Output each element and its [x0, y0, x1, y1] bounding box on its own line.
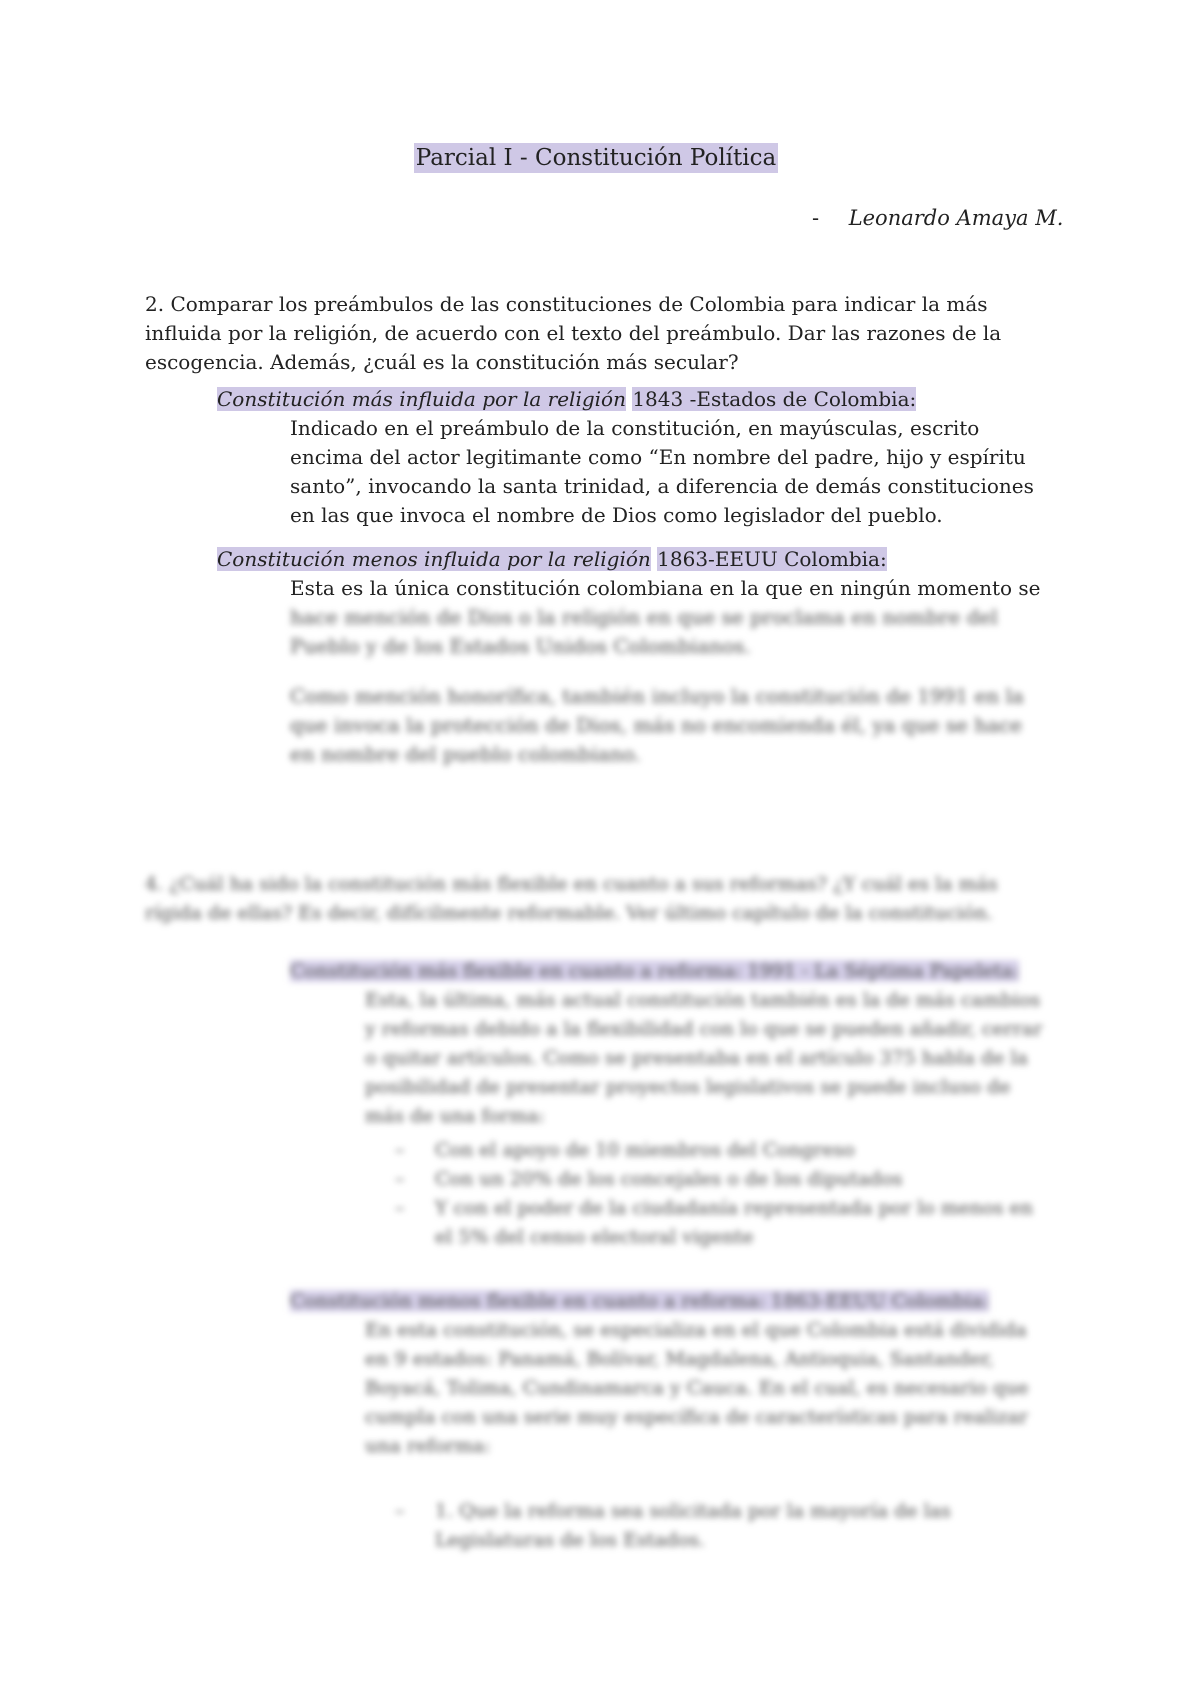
most-flexible-body: Esta, la última, más actual constitución también es la de más cambios y reformas debido a la flexibilidad con lo que se pueden añadir, cerrar o quitar artículos. Como se presentaba en el artículo 375 habla de la posibilidad de presentar proyectos legislativos se puede incluso de más de una forma:	[365, 989, 1043, 1127]
least-religious-label: Constitución menos influida por la religión	[217, 547, 651, 571]
least-religious-value: 1863-EEUU Colombia:	[657, 547, 887, 571]
most-religious-body: Indicado en el preámbulo de la constitución, en mayúsculas, escrito encima del actor legitimante como “En nombre del padre, hijo y espíritu santo”, invocando la santa trinidad, a diferencia de demás constituciones en las que invoca el nombre de Dios como legislador del pueblo.	[290, 416, 1034, 527]
least-religious-note: Como mención honorífica, también incluyo la constitución de 1991 en la que invoca la protección de Dios, más no encomienda él, ya que se hace en nombre del pueblo colombiano.	[290, 684, 1024, 766]
title-highlight: Parcial I - Constitución Política	[415, 145, 777, 171]
list-item: – Y con el poder de la ciudadanía representada por lo menos en el 5% del censo electoral vigente	[365, 1194, 1055, 1252]
bullet-dash: –	[395, 1500, 405, 1522]
list-item: – 1. Que la reforma sea solicitada por la mayoría de las Legislaturas de los Estados.	[365, 1497, 1055, 1555]
most-religious-value: 1843 -Estados de Colombia:	[632, 387, 917, 411]
author-name: Leonardo Amaya M.	[848, 206, 1064, 230]
least-flexible-label: Constitución menos flexible en cuanto a reforma: 1863-EEUU Colombia:	[290, 1290, 990, 1312]
question-2: 2. Comparar los preámbulos de las constituciones de Colombia para indicar la más influida por la religión, de acuerdo con el texto del preámbulo. Dar las razones de la escogencia. Además, ¿cuál es la constitución más secular?	[145, 292, 1002, 374]
author-line	[812, 203, 1063, 233]
most-flexible-heading	[290, 957, 1019, 986]
bullet-dash: –	[395, 1168, 405, 1190]
list-item: – Con un 20% de los concejales o de los diputados	[365, 1165, 1055, 1194]
most-flexible-list	[365, 1136, 1055, 1252]
bullet-dash: –	[395, 1139, 405, 1161]
question-4: 4. ¿Cuál ha sido la constitución más flexible en cuanto a sus reformas? ¿Y cuál es la más rígida de ellas? Es decir, difícilmente reformable. Ver último capítulo de la constitución.	[145, 873, 998, 924]
author-dash: -	[812, 206, 820, 230]
page-title	[0, 143, 1192, 173]
least-flexible-list	[365, 1497, 1055, 1555]
most-flexible-label: Constitución más flexible en cuanto a reforma: 1991 - La Séptima Papeleta:	[290, 960, 1020, 982]
least-religious-body-blurred: hace mención de Dios o la religión en que se proclama en nombre del Pueblo y de los Estados Unidos Colombianos.	[290, 605, 998, 658]
bullet-dash: –	[395, 1197, 405, 1219]
most-religious-label: Constitución más influida por la religión	[217, 387, 626, 411]
least-flexible-heading	[290, 1287, 989, 1316]
list-item: – Con el apoyo de 10 miembros del Congreso	[365, 1136, 1055, 1165]
least-flexible-body: En esta constitución, se especializa en el que Colombia está dividida en 9 estados: Panamá, Bolívar, Magdalena, Antioquia, Santander, Boyacá, Tolima, Cundinamarca y Cauca. En el cual, es necesario que cumpla con una serie muy específica de características para realizar una reforma:	[365, 1319, 1029, 1457]
least-religious-body-visible: Esta es la única constitución colombiana en la que en ningún momento se	[290, 576, 1041, 600]
least-religious-heading	[217, 545, 887, 574]
most-religious-heading	[217, 385, 916, 414]
